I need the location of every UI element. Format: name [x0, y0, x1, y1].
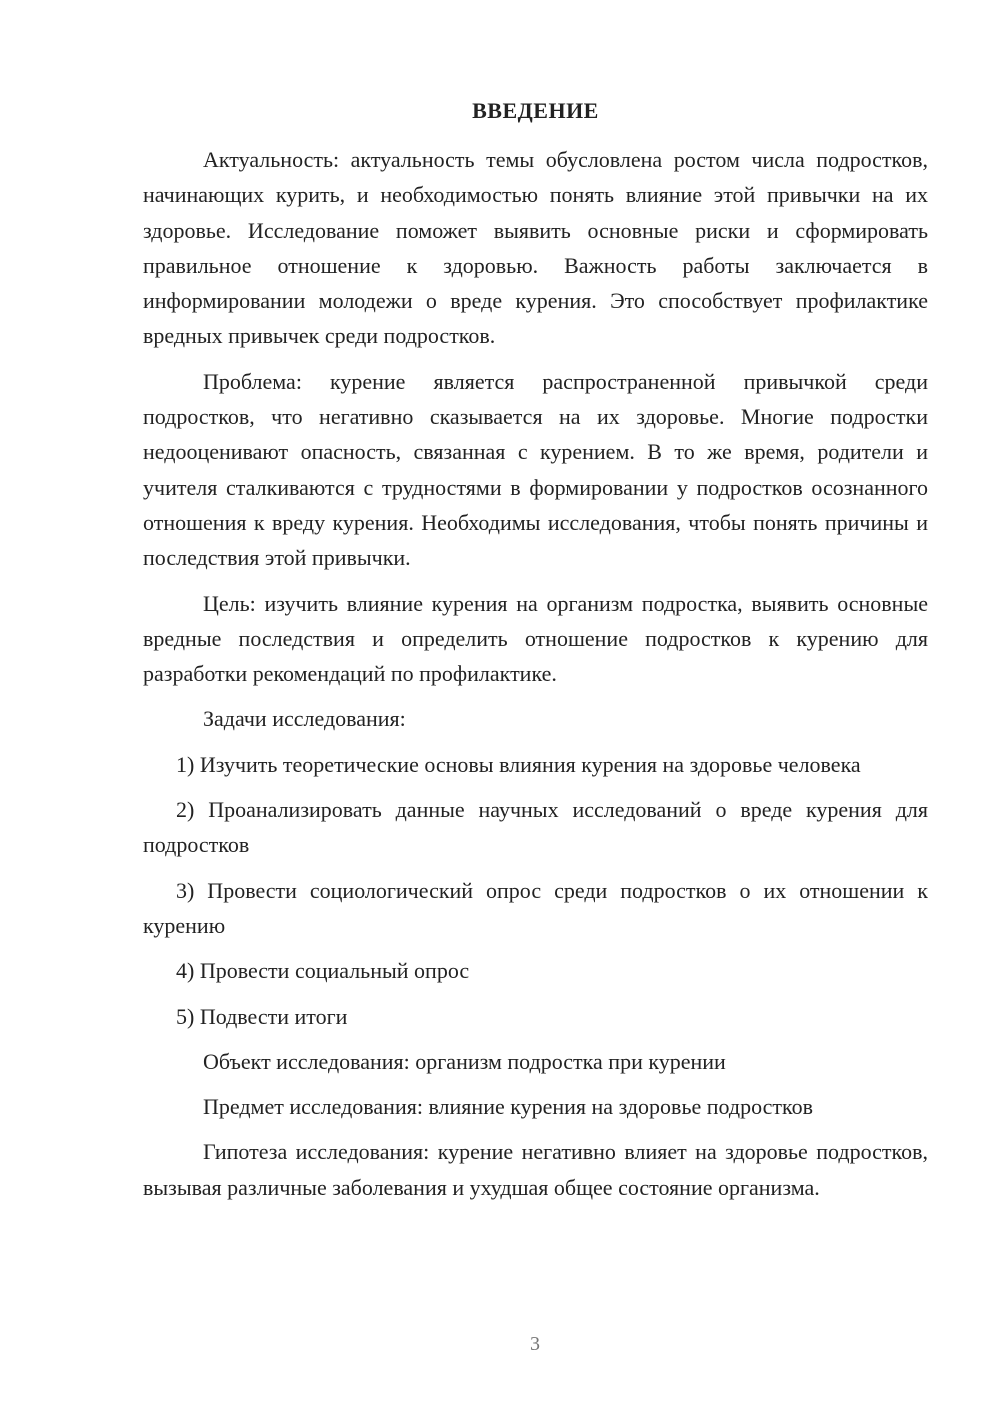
- task-item: 4) Провести социальный опрос: [176, 958, 470, 984]
- task-item: 2) Проанализировать данные научных исследований о вреде курения для подростков: [143, 797, 928, 858]
- document-body: [143, 142, 928, 1215]
- paragraph-object: Объект исследования: организм подростка при курении: [203, 1048, 726, 1074]
- task-item: 5) Подвести итоги: [176, 1003, 348, 1029]
- task-item: 1) Изучить теоретические основы влияния курения на здоровье человека: [176, 751, 861, 777]
- document-title: ВВЕДЕНИЕ: [472, 98, 599, 123]
- paragraph-subject: Предмет исследования: влияние курения на здоровье подростков: [203, 1094, 813, 1120]
- tasks-heading: Задачи исследования:: [203, 706, 406, 732]
- paragraph-problem: Проблема: курение является распространенной привычкой среди подростков, что негативно сказывается на их здоровье. Многие подростки недооценивают опасность, связанная с курением. В то же время, родители и учителя сталкиваются с трудностями в формировании у подростков осознанного отношения к вреду курения. Необходимы исследования, чтобы понять причины и последствия этой привычки.: [143, 368, 928, 571]
- page-number: 3: [530, 1333, 540, 1355]
- paragraph-hypothesis: Гипотеза исследования: курение негативно влияет на здоровье подростков, вызывая различные заболевания и ухудшая общее состояние организма.: [143, 1139, 928, 1200]
- paragraph-goal: Цель: изучить влияние курения на организм подростка, выявить основные вредные последствия и определить отношение подростков к курению для разработки рекомендаций по профилактике.: [143, 590, 928, 687]
- paragraph-relevance: Актуальность: актуальность темы обусловлена ростом числа подростков, начинающих курить, и необходимостью понять влияние этой привычки на их здоровье. Исследование поможет выявить основные риски и сформировать правильное отношение к здоровью. Важность работы заключается в информировании молодежи о вреде курения. Это способствует профилактике вредных привычек среди подростков.: [143, 147, 928, 349]
- task-item: 3) Провести социологический опрос среди подростков о их отношении к курению: [143, 877, 928, 938]
